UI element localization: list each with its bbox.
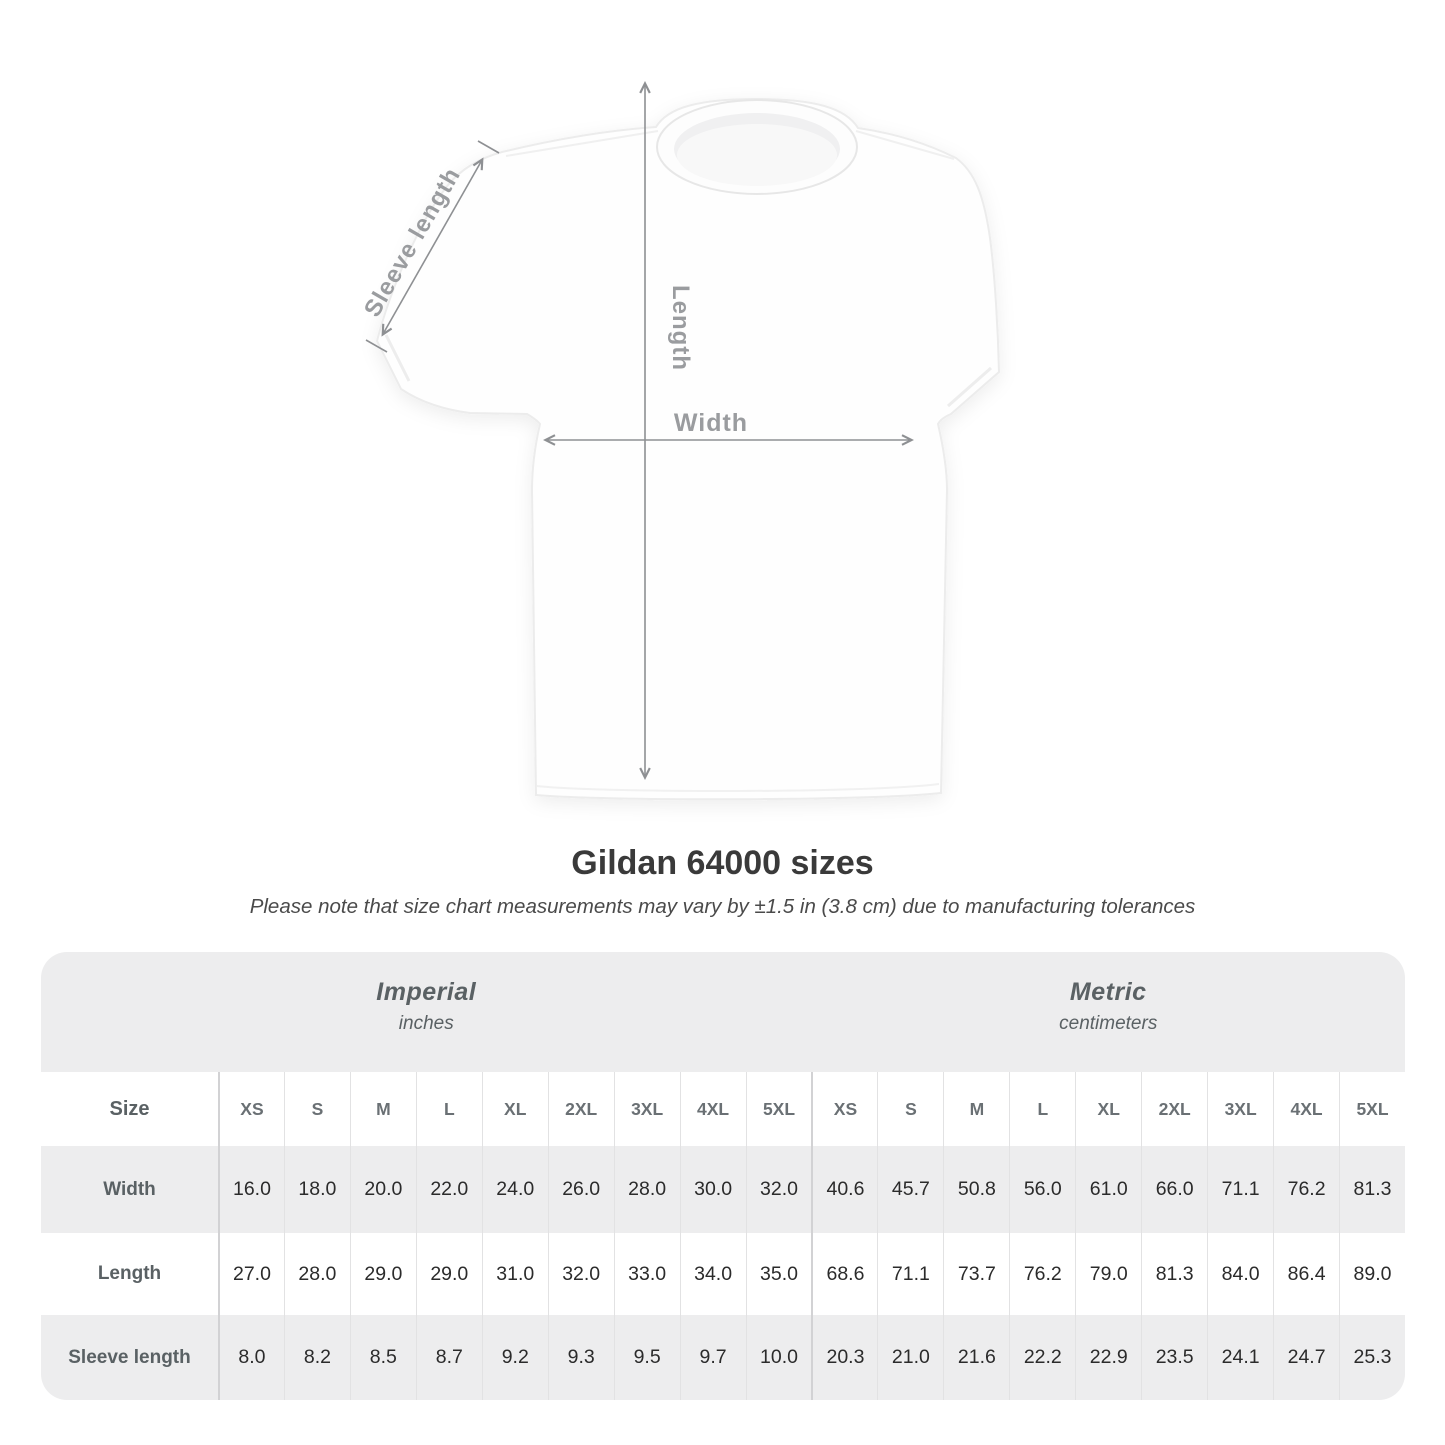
- size-head: 3XL: [1207, 1072, 1273, 1146]
- width-value: 24.0: [482, 1146, 548, 1233]
- width-value: 71.1: [1207, 1146, 1273, 1233]
- size-head: S: [877, 1072, 943, 1146]
- length-value: 81.3: [1141, 1233, 1207, 1315]
- metric-unit: centimeters: [1059, 1012, 1158, 1034]
- sleeve-value: 22.2: [1009, 1315, 1075, 1400]
- width-value: 20.0: [350, 1146, 416, 1233]
- sleeve-value: 23.5: [1141, 1315, 1207, 1400]
- width-value: 61.0: [1075, 1146, 1141, 1233]
- sleeve-value: 9.5: [614, 1315, 680, 1400]
- row-label-sleeve-length: Sleeve length: [68, 1346, 191, 1368]
- width-value: 50.8: [943, 1146, 1009, 1233]
- metric-header: [811, 952, 1405, 1072]
- size-head: L: [1009, 1072, 1075, 1146]
- length-value: 68.6: [811, 1233, 877, 1315]
- size-head: XL: [482, 1072, 548, 1146]
- length-value: 76.2: [1009, 1233, 1075, 1315]
- sleeve-value: 9.3: [548, 1315, 614, 1400]
- width-value: 40.6: [811, 1146, 877, 1233]
- size-head: 2XL: [1141, 1072, 1207, 1146]
- length-value: 31.0: [482, 1233, 548, 1315]
- width-value: 30.0: [680, 1146, 746, 1233]
- metric-title: Metric: [1069, 977, 1147, 1006]
- sleeve-value: 9.2: [482, 1315, 548, 1400]
- length-value: 86.4: [1273, 1233, 1339, 1315]
- length-value: 35.0: [746, 1233, 812, 1315]
- length-value: 29.0: [350, 1233, 416, 1315]
- imperial-header: [41, 952, 811, 1072]
- length-value: 79.0: [1075, 1233, 1141, 1315]
- row-label-width: Width: [103, 1178, 156, 1200]
- sleeve-value: 8.0: [218, 1315, 284, 1400]
- width-value: 45.7: [877, 1146, 943, 1233]
- size-head: 5XL: [746, 1072, 812, 1146]
- length-value: 27.0: [218, 1233, 284, 1315]
- width-value: 26.0: [548, 1146, 614, 1233]
- size-head: 4XL: [680, 1072, 746, 1146]
- length-value: 32.0: [548, 1233, 614, 1315]
- width-value: 76.2: [1273, 1146, 1339, 1233]
- size-head: XS: [811, 1072, 877, 1146]
- size-head: XL: [1075, 1072, 1141, 1146]
- page-title: Gildan 64000 sizes: [571, 844, 874, 882]
- width-value: 56.0: [1009, 1146, 1075, 1233]
- sleeve-value: 8.5: [350, 1315, 416, 1400]
- size-head: 5XL: [1339, 1072, 1405, 1146]
- length-value: 33.0: [614, 1233, 680, 1315]
- width-value: 81.3: [1339, 1146, 1405, 1233]
- length-value: 28.0: [284, 1233, 350, 1315]
- width-value: 28.0: [614, 1146, 680, 1233]
- width-value: 16.0: [218, 1146, 284, 1233]
- length-value: 29.0: [416, 1233, 482, 1315]
- size-head: XS: [218, 1072, 284, 1146]
- size-head: S: [284, 1072, 350, 1146]
- sleeve-value: 25.3: [1339, 1315, 1405, 1400]
- sleeve-value: 24.7: [1273, 1315, 1339, 1400]
- sleeve-value: 21.0: [877, 1315, 943, 1400]
- length-value: 34.0: [680, 1233, 746, 1315]
- width-value: 22.0: [416, 1146, 482, 1233]
- length-value: 84.0: [1207, 1233, 1273, 1315]
- size-head: 4XL: [1273, 1072, 1339, 1146]
- width-value: 32.0: [746, 1146, 812, 1233]
- size-table: [41, 952, 1405, 1400]
- size-head: 3XL: [614, 1072, 680, 1146]
- sleeve-value: 8.7: [416, 1315, 482, 1400]
- size-column-header: Size: [41, 1072, 218, 1146]
- width-value: 66.0: [1141, 1146, 1207, 1233]
- length-value: 71.1: [877, 1233, 943, 1315]
- length-value: 89.0: [1339, 1233, 1405, 1315]
- length-value: 73.7: [943, 1233, 1009, 1315]
- sleeve-value: 10.0: [746, 1315, 812, 1400]
- imperial-unit: inches: [398, 1012, 454, 1034]
- width-label: Width: [673, 409, 749, 437]
- tolerance-note: Please note that size chart measurements may vary by ±1.5 in (3.8 cm) due to manufacturing tolerances: [249, 895, 1196, 918]
- size-head: M: [943, 1072, 1009, 1146]
- imperial-title: Imperial: [376, 977, 477, 1006]
- sleeve-value: 9.7: [680, 1315, 746, 1400]
- sleeve-value: 22.9: [1075, 1315, 1141, 1400]
- size-head: L: [416, 1072, 482, 1146]
- sleeve-value: 24.1: [1207, 1315, 1273, 1400]
- tshirt-graphic: [377, 99, 999, 799]
- row-label-length: Length: [41, 1233, 218, 1315]
- sleeve-length-label: Sleeve length: [358, 162, 467, 322]
- sleeve-value: 21.6: [943, 1315, 1009, 1400]
- size-head: 2XL: [548, 1072, 614, 1146]
- sleeve-value: 8.2: [284, 1315, 350, 1400]
- length-label: Length: [667, 285, 694, 371]
- width-value: 18.0: [284, 1146, 350, 1233]
- size-head: M: [350, 1072, 416, 1146]
- sleeve-value: 20.3: [811, 1315, 877, 1400]
